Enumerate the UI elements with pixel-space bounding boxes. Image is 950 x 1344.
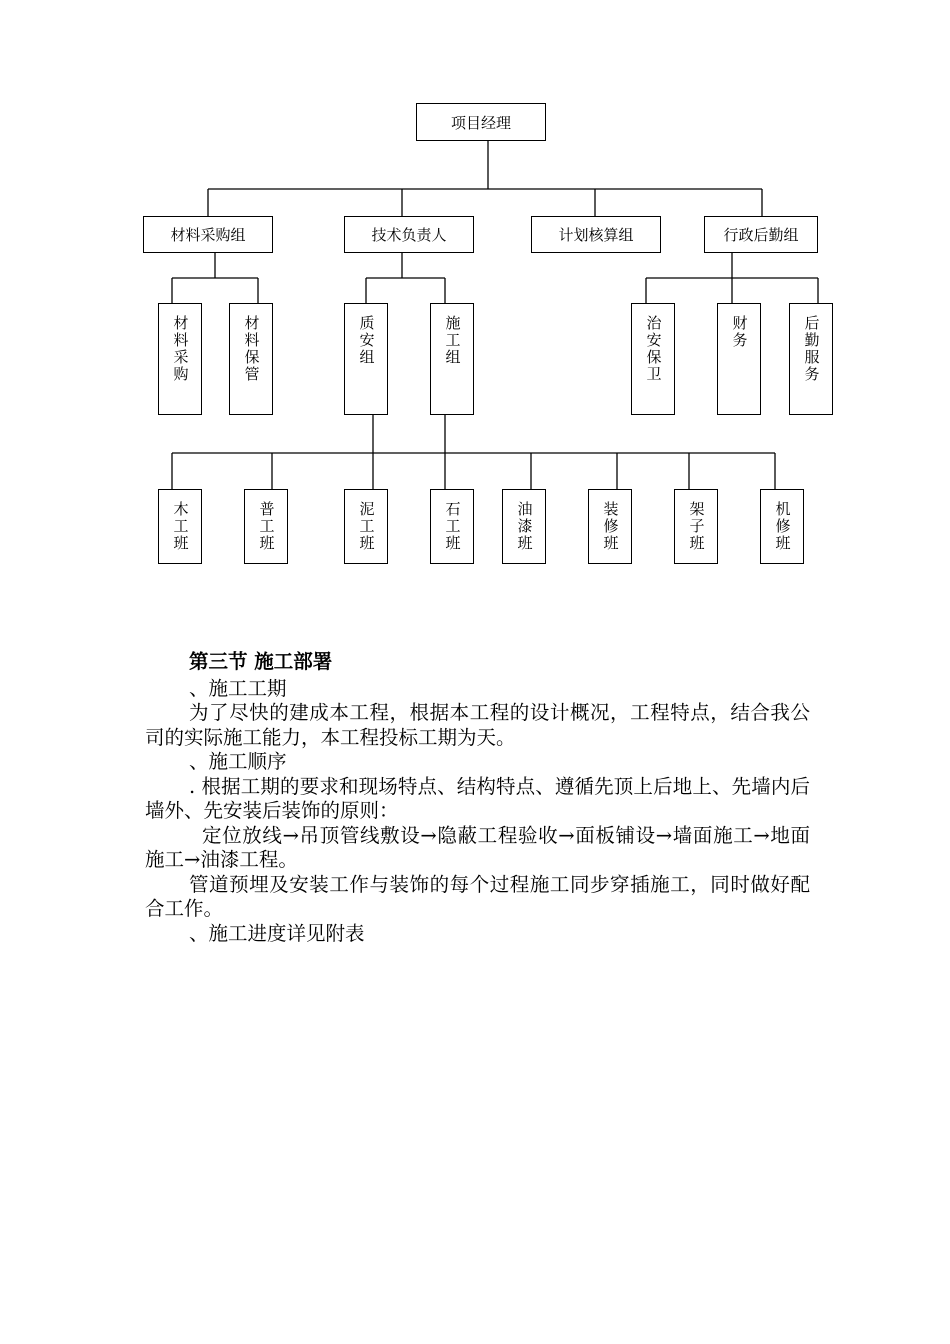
org-node-logistics-services [789, 303, 833, 415]
org-node-decoration-team [588, 489, 632, 564]
item3-title: 、施工进度详见附表 [189, 921, 365, 945]
org-node-label: 材料采购 [171, 315, 190, 383]
org-node-label: 财务 [730, 315, 749, 349]
item2-note: 管道预埋及安装工作与装饰的每个过程施工同步穿插施工，同时做好配合工作。 [145, 872, 810, 920]
org-node-project-manager [416, 103, 546, 141]
org-node-masonry-team [344, 489, 388, 564]
item1-body: 为了尽快的建成本工程，根据本工程的设计概况，工程特点，结合我公司的实际施工能力，本工程投标工期为天。 [145, 701, 810, 749]
org-node-label: 后勤服务 [802, 315, 821, 383]
org-node-label: 项目经理 [450, 113, 511, 132]
org-node-machine-repair-team [760, 489, 804, 564]
org-node-material-storage [229, 303, 273, 415]
org-node-label: 架子班 [687, 501, 706, 552]
org-node-label: 机修班 [773, 501, 792, 552]
org-node-carpentry-team [158, 489, 202, 564]
item2-sequence: 定位放线→吊顶管线敷设→隐蔽工程验收→面板铺设→墙面施工→地面施工→油漆工程。 [145, 823, 810, 871]
org-node-painting-team [502, 489, 546, 564]
org-chart-connectors [0, 0, 950, 600]
org-node-label: 泥工班 [357, 501, 376, 552]
org-node-planning-accounting-group [531, 216, 661, 253]
org-node-security [631, 303, 675, 415]
org-node-label: 计划核算组 [558, 226, 634, 244]
org-node-label: 治安保卫 [644, 315, 663, 383]
org-node-label: 材料采购组 [170, 226, 246, 244]
section-heading: 第三节 施工部署 [189, 650, 333, 673]
item1-title: 、施工工期 [189, 676, 287, 700]
org-node-quality-safety-group [344, 303, 388, 415]
org-node-technical-lead [344, 216, 474, 253]
org-node-label: 油漆班 [515, 501, 534, 552]
org-node-material-procurement-group [143, 216, 273, 253]
org-node-label: 施工组 [443, 315, 462, 366]
org-node-label: 装修班 [601, 501, 620, 552]
org-node-scaffolding-team [674, 489, 718, 564]
item2-body: . 根据工期的要求和现场特点、结构特点、遵循先顶上后地上、先墙内后墙外、先安装后装饰的原则： [145, 774, 810, 822]
org-node-label: 普工班 [257, 501, 276, 552]
org-node-general-labor-team [244, 489, 288, 564]
org-node-label: 技术负责人 [371, 226, 447, 244]
org-node-construction-group [430, 303, 474, 415]
org-node-finance [717, 303, 761, 415]
org-node-stone-team [430, 489, 474, 564]
org-node-label: 质安组 [357, 315, 376, 366]
org-node-admin-logistics-group [704, 216, 818, 253]
org-node-label: 材料保管 [242, 315, 261, 383]
org-node-label: 石工班 [443, 501, 462, 552]
org-node-material-purchase [158, 303, 202, 415]
section-body [145, 650, 810, 946]
org-node-label: 行政后勤组 [723, 226, 799, 244]
item2-title: 、施工顺序 [189, 750, 287, 773]
org-node-label: 木工班 [171, 501, 190, 552]
